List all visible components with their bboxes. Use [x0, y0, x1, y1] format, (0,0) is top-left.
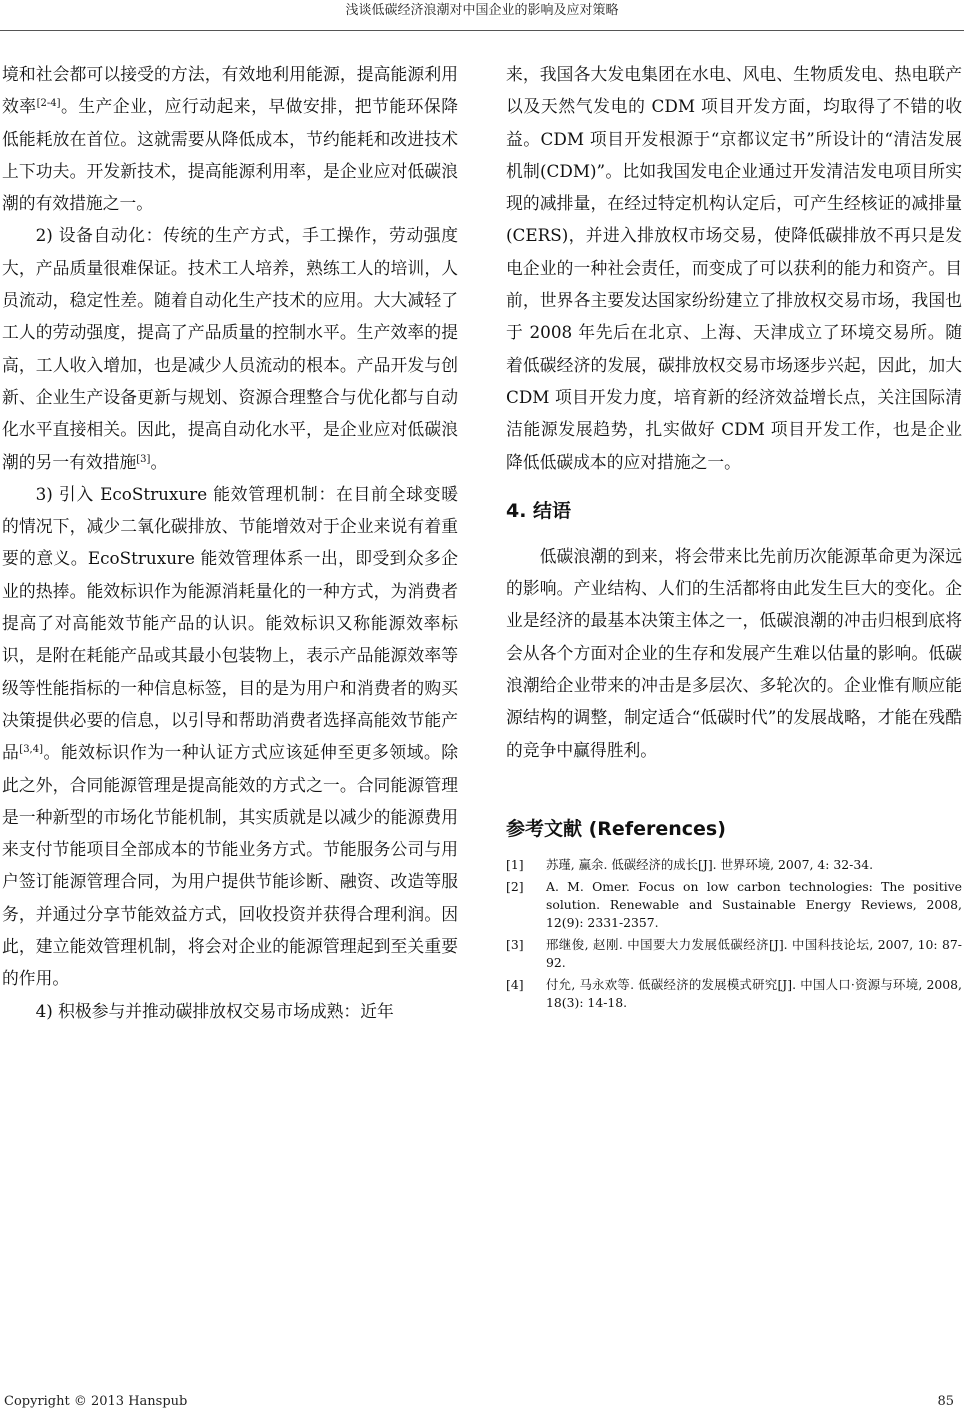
- reference-text: 邢继俊, 赵刚. 中国要大力发展低碳经济[J]. 中国科技论坛, 2007, 10: 87-92.: [546, 936, 962, 970]
- reference-item: [506, 936, 962, 972]
- reference-number: [2]: [506, 878, 524, 894]
- paragraph: 来，我国各大发电集团在水电、风电、生物质发电、热电联产以及天然气发电的 CDM 项目开发方面，均取得了不错的收益。CDM 项目开发根源于“京都议定书”所设计的“清洁发展机制(CDM)”。比如我国发电企业通过开发清洁发电项目所实现的减排量，在经过特定机构认定后，可产生经核证的减排量(CERS)，并进入排放权市场交易，使降低碳排放不再只是发电企业的一种社会责任，而变成了可以获利的能力和资产。目前，世界各主要发达国家纷纷建立了排放权交易市场，我国也于 2008 年先后在北京、上海、天津成立了环境交易所。随着低碳经济的发展，碳排放权交易市场逐步兴起，因此，加大 CDM 项目开发力度，培育新的经济效益增长点，关注国际清洁能源发展趋势，扎实做好 CDM 项目开发工作，也是企业降低低碳成本的应对措施之一。: [506, 64, 962, 472]
- citation: [2-4]: [36, 98, 61, 110]
- citation: [3]: [136, 453, 151, 465]
- paragraph: 境和社会都可以接受的方法，有效地利用能源，提高能源利用效率[2-4]。生产企业，应行动起来，早做安排，把节能环保降低能耗放在首位。这就需要从降低成本，节约能耗和改进技术上下功夫。开发新技术，提高能源利用率，是企业应对低碳浪潮的有效措施之一。: [2, 64, 458, 214]
- section-heading: 4. 结语: [506, 499, 572, 522]
- reference-number: [1]: [506, 856, 524, 872]
- citation: [3,4]: [19, 744, 44, 756]
- reference-item: [506, 976, 962, 1012]
- reference-number: [3]: [506, 936, 524, 952]
- page-number: 85: [937, 1394, 954, 1409]
- reference-text: 苏瑾, 赢余. 低碳经济的成长[J]. 世界环境, 2007, 4: 32-34.: [546, 856, 874, 872]
- right-column: [506, 58, 962, 1016]
- reference-item: [506, 856, 962, 874]
- running-header: 浅谈低碳经济浪潮对中国企业的影响及应对策略: [0, 0, 964, 31]
- left-column: [2, 58, 458, 1027]
- paragraph: 低碳浪潮的到来，将会带来比先前历次能源革命更为深远的影响。产业结构、人们的生活都将由此发生巨大的变化。企业是经济的最基本决策主体之一，低碳浪潮的冲击归根到底将会从各个方面对企业的生存和发展产生难以估量的影响。低碳浪潮给企业带来的冲击是多层次、多轮次的。企业惟有顺应能源结构的调整，制定适合“低碳时代”的发展战略，才能在残酷的竞争中赢得胜利。: [506, 545, 962, 760]
- reference-list: [506, 856, 962, 1012]
- reference-item: [506, 878, 962, 932]
- paragraph: 2) 设备自动化：传统的生产方式，手工操作，劳动强度大，产品质量很难保证。技术工人培养，熟练工人的培训，人员流动，稳定性差。随着自动化生产技术的应用。大大减轻了工人的劳动强度，提高了产品质量的控制水平。生产效率的提高，工人收入增加，也是减少人员流动的根本。产品开发与创新、企业生产设备更新与规划、资源合理整合与优化都与自动化水平直接相关。因此，提高自动化水平，是企业应对低碳浪潮的另一有效措施[3]。: [2, 225, 458, 472]
- references-heading: 参考文献 (References): [506, 817, 726, 840]
- copyright-footer: Copyright © 2013 Hanspub: [4, 1394, 188, 1409]
- paragraph: 3) 引入 EcoStruxure 能效管理机制：在目前全球变暖的情况下，减少二氧化碳排放、节能增效对于企业来说有着重要的意义。EcoStruxure 能效管理体系一出，即受到众多企业的热捧。能效标识作为能源消耗量化的一种方式，为消费者提高了对高能效节能产品的认识。能效标识又称能源效率标识，是附在耗能产品或其最小包装物上，表示产品能源效率等级等性能指标的一种信息标签，目的是为用户和消费者的购买决策提供必要的信息，以引导和帮助消费者选择高能效节能产品[3,4]。能效标识作为一种认证方式应该延伸至更多领域。除此之外，合同能源管理是提高能效的方式之一。合同能源管理是一种新型的市场化节能机制，其实质就是以减少的能源费用来支付节能项目全部成本的节能业务方式。节能服务公司与用户签订能源管理合同，为用户提供节能诊断、融资、改造等服务，并通过分享节能效益方式，回收投资并获得合理利润。因此，建立能效管理机制，将会对企业的能源管理起到至关重要的作用。: [2, 483, 458, 989]
- reference-number: [4]: [506, 976, 524, 992]
- reference-text: 付允, 马永欢等. 低碳经济的发展模式研究[J]. 中国人口·资源与环境, 2008, 18(3): 14-18.: [546, 976, 962, 1010]
- reference-text: A. M. Omer. Focus on low carbon technologies: The positive solution. Renewable and Sustainable Energy Reviews, 2008, 12(9): 2331-2357.: [546, 878, 962, 930]
- paragraph: 4) 积极参与并推动碳排放权交易市场成熟：近年: [35, 1000, 394, 1021]
